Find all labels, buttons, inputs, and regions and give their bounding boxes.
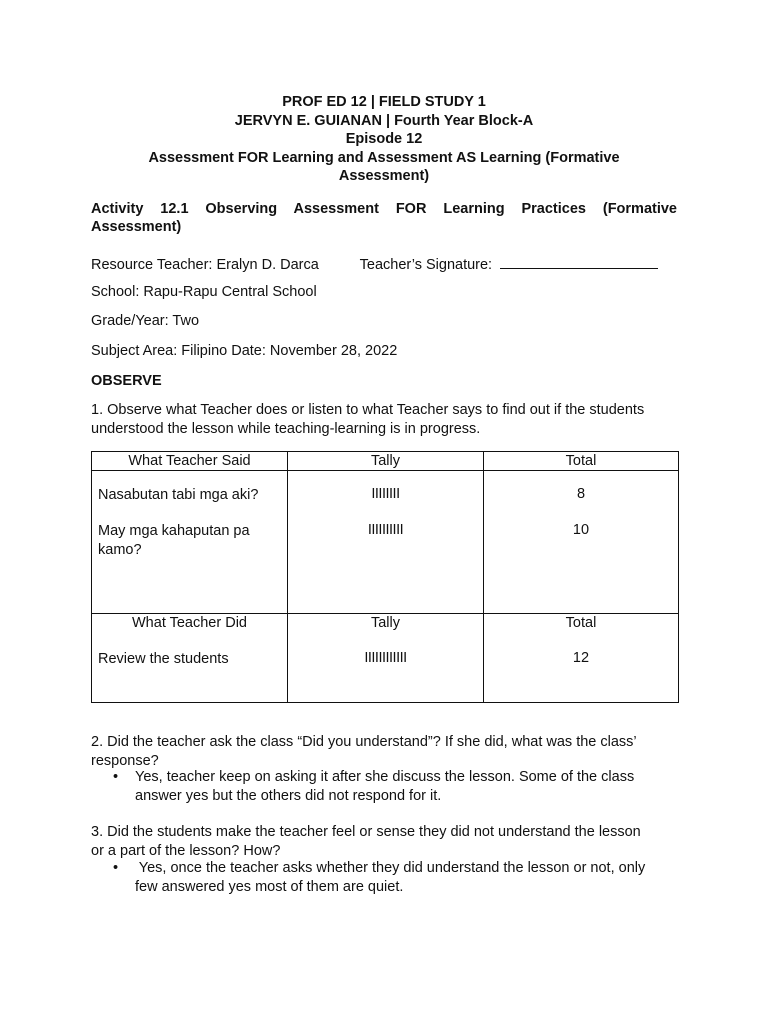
header-did-total: Total: [565, 615, 597, 631]
signature-label: Teacher’s Signature:: [359, 257, 493, 273]
question-1: [91, 401, 677, 439]
header-what-teacher-said: What Teacher Said: [92, 452, 288, 471]
said-items-cell: [92, 471, 288, 614]
table-row: [92, 471, 679, 614]
table-row: [92, 614, 679, 703]
observe-heading: OBSERVE: [91, 373, 162, 389]
said-item-2-line2: kamo?: [98, 542, 142, 558]
activity-title: [91, 200, 677, 236]
list-item: [113, 768, 677, 806]
said-item-2: [98, 522, 250, 560]
question-2-line1: 2. Did the teacher ask the class “Did you understand”? If she did, what was the class’: [91, 734, 637, 750]
document-header: [91, 93, 677, 186]
answer-3-line1: Yes, once the teacher asks whether they did understand the lesson or not, only: [135, 860, 646, 876]
topic-title-line2: Assessment): [338, 168, 430, 184]
answer-2-line2: answer yes but the others did not respond for it.: [135, 788, 442, 804]
did-tally-1: IIIIIIIIIIII: [364, 650, 407, 666]
question-3-answer-list: [91, 859, 677, 897]
episode-title: Episode 12: [345, 131, 423, 147]
student-name: JERVYN E. GUIANAN | Fourth Year Block-A: [234, 112, 534, 129]
did-total-1: 12: [572, 650, 590, 666]
said-item-1: Nasabutan tabi mga aki?: [98, 487, 259, 503]
signature-line: [500, 254, 658, 269]
question-1-line1: 1. Observe what Teacher does or listen to what Teacher says to find out if the students: [91, 402, 645, 418]
said-total-cell: [484, 471, 679, 614]
topic-title-line1: Assessment FOR Learning and Assessment AS Learning (Formative: [148, 149, 620, 166]
said-tally-2: IIIIIIIIII: [367, 522, 404, 538]
observation-table: [91, 451, 679, 703]
answer-3-line2: few answered yes most of them are quiet.: [135, 879, 404, 895]
question-2-answer-list: [91, 768, 677, 806]
question-2: [91, 733, 677, 771]
header-what-teacher-did: What Teacher Did: [132, 615, 247, 631]
question-3-line2: or a part of the lesson? How?: [91, 843, 281, 859]
table-header-row: [92, 452, 679, 471]
did-item-1: Review the students: [98, 651, 229, 667]
said-tally-cell: [288, 471, 484, 614]
question-3-line1: 3. Did the students make the teacher feel or sense they did not understand the lesson: [91, 824, 641, 840]
bullet-icon: •: [113, 860, 119, 876]
did-tally-cell: [288, 614, 484, 703]
header-did-tally: Tally: [370, 615, 400, 631]
activity-title-line1: Activity 12.1 Observing Assessment FOR Learning Practices (Formative: [91, 201, 677, 217]
answer-2-line1: Yes, teacher keep on asking it after she discuss the lesson. Some of the class: [135, 769, 635, 785]
grade-info: Grade/Year: Two: [91, 313, 200, 329]
header-tally: Tally: [288, 452, 484, 471]
teacher-info-row: [91, 254, 658, 273]
did-total-cell: [484, 614, 679, 703]
said-total-1: 8: [576, 486, 586, 502]
said-total-2: 10: [572, 522, 590, 538]
course-title: PROF ED 12 | FIELD STUDY 1: [282, 94, 486, 110]
question-3: [91, 823, 677, 861]
resource-teacher: Resource Teacher: Eralyn D. Darca: [91, 257, 319, 273]
said-item-2-line1: May mga kahaputan pa: [98, 523, 250, 539]
bullet-icon: •: [113, 769, 119, 785]
question-2-line2: response?: [91, 753, 159, 769]
activity-title-line2: Assessment): [91, 219, 182, 235]
header-total: Total: [484, 452, 679, 471]
said-tally-1: IIIIIIII: [371, 486, 400, 502]
subject-date-info: Subject Area: Filipino Date: November 28, 2022: [91, 343, 398, 359]
list-item: [113, 859, 677, 897]
school-info: School: Rapu-Rapu Central School: [91, 284, 317, 300]
question-1-line2: understood the lesson while teaching-learning is in progress.: [91, 421, 481, 437]
did-items-cell: [92, 614, 288, 703]
